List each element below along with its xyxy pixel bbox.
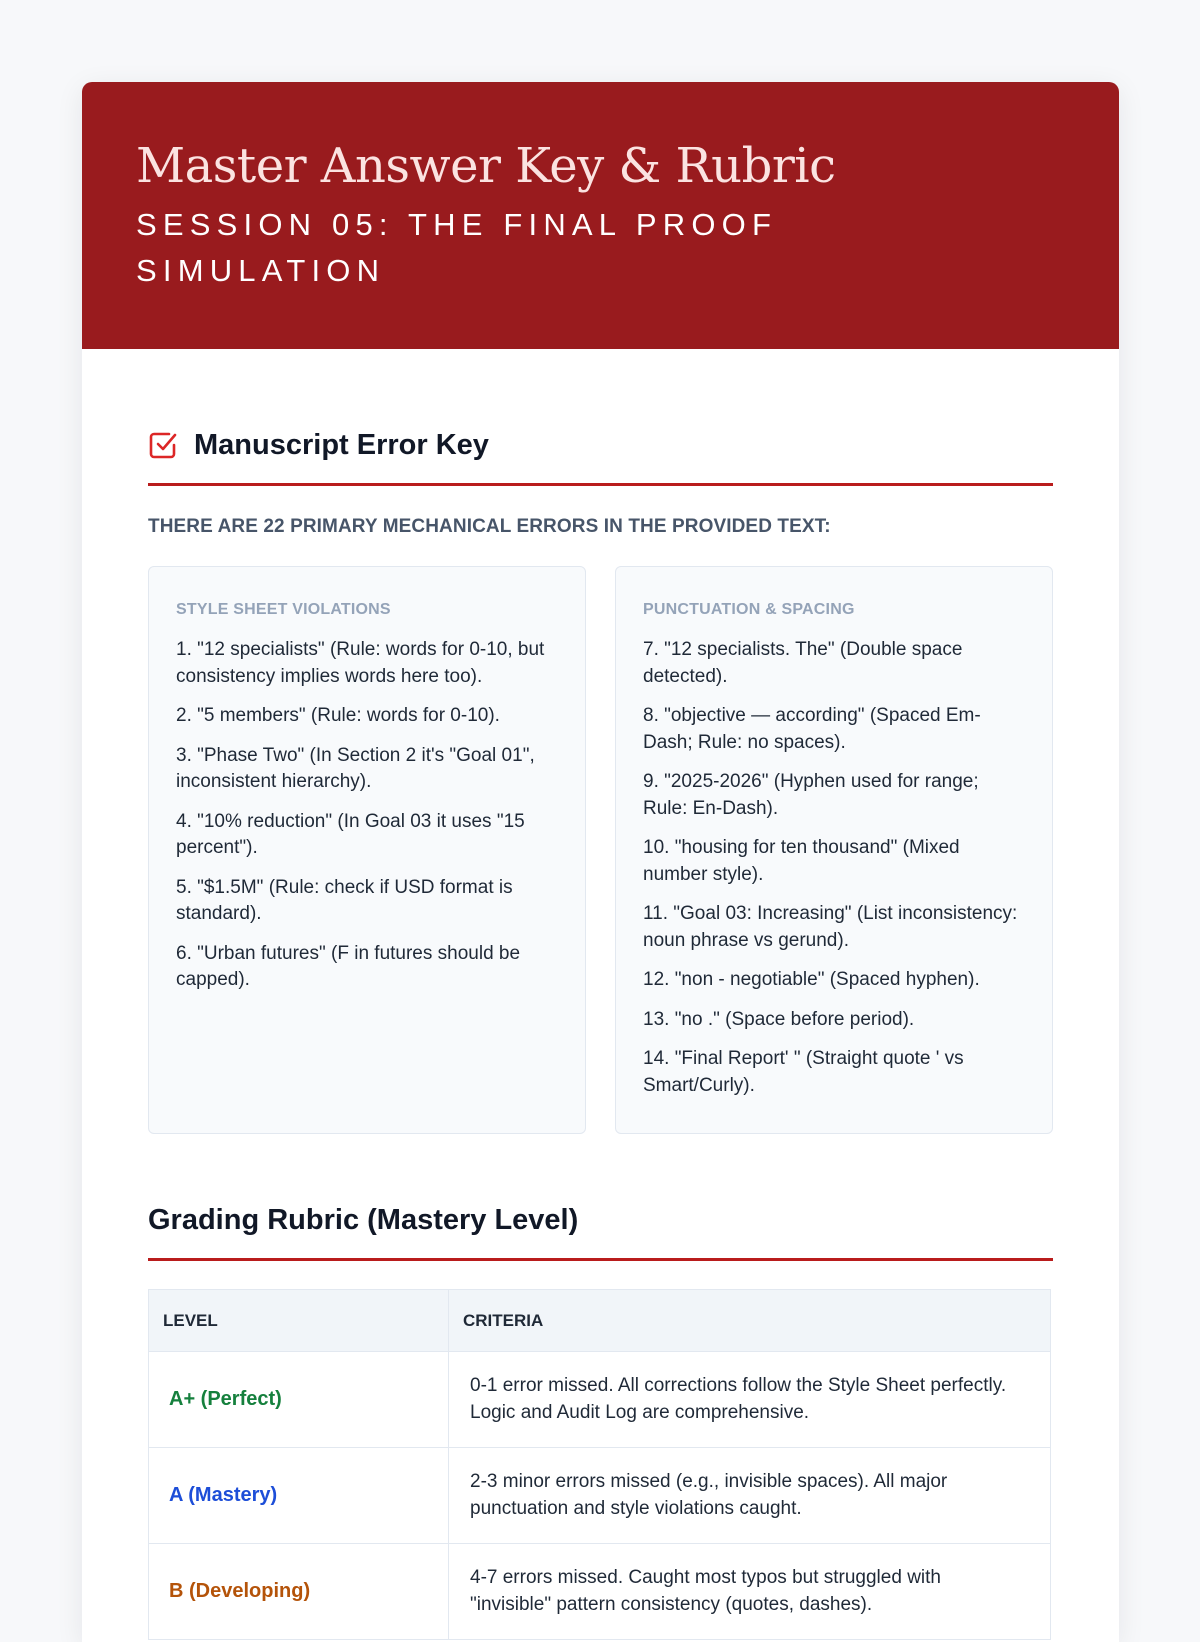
error-item: 3. "Phase Two" (In Section 2 it's "Goal 01", inconsistent hierarchy). <box>176 744 535 792</box>
main-content <box>82 415 1119 1640</box>
style-sheet-violations-panel <box>148 566 586 1134</box>
panel-title: PUNCTUATION & SPACING <box>643 601 855 618</box>
error-count-lead: THERE ARE 22 PRIMARY MECHANICAL ERRORS IN THE PROVIDED TEXT: <box>148 516 831 537</box>
punctuation-spacing-panel <box>615 566 1053 1134</box>
rubric-title: Grading Rubric (Mastery Level) <box>148 1203 579 1236</box>
error-item: 5. "$1.5M" (Rule: check if USD format is standard). <box>176 876 513 924</box>
grade-level: A+ (Perfect) <box>149 1352 449 1447</box>
error-item: 6. "Urban futures" (F in futures should be capped). <box>176 942 521 990</box>
table-row <box>149 1543 1050 1639</box>
section-divider <box>148 1258 1053 1261</box>
error-item: 10. "housing for ten thousand" (Mixed number style). <box>643 837 960 885</box>
section-divider <box>148 483 1053 486</box>
error-item: 12. "non - negotiable" (Spaced hyphen). <box>643 969 980 990</box>
table-row <box>149 1351 1050 1447</box>
error-key-title: Manuscript Error Key <box>194 428 489 461</box>
grade-criteria: 4-7 errors missed. Caught most typos but struggled with "invisible" pattern consistency (quotes, dashes). <box>470 1567 941 1615</box>
error-item: 13. "no ." (Space before period). <box>643 1008 915 1030</box>
error-columns <box>148 566 1053 1134</box>
table-header-row <box>149 1290 1050 1351</box>
error-item: 9. "2025-2026" (Hyphen used for range; Rule: En-Dash). <box>643 771 979 819</box>
error-item: 14. "Final Report' " (Straight quote ' vs Smart/Curly). <box>643 1048 964 1096</box>
checkbox-checked-icon <box>148 430 178 460</box>
column-header-level: LEVEL <box>149 1290 449 1351</box>
page-title: Master Answer Key & Rubric <box>136 138 836 194</box>
error-key-heading <box>148 415 1053 475</box>
error-item: 8. "objective — according" (Spaced Em-Dash; Rule: no spaces). <box>643 705 981 753</box>
grade-criteria: 0-1 error missed. All corrections follow the Style Sheet perfectly. Logic and Audit Log are comprehensive. <box>470 1375 1007 1423</box>
page-header <box>82 82 1119 349</box>
error-item: 7. "12 specialists. The" (Double space detected). <box>643 639 963 687</box>
rubric-table <box>148 1289 1051 1640</box>
page-subtitle: SESSION 05: THE FINAL PROOF SIMULATION <box>136 207 778 288</box>
grade-criteria: 2-3 minor errors missed (e.g., invisible spaces). All major punctuation and style violations caught. <box>470 1471 948 1519</box>
panel-title: STYLE SHEET VIOLATIONS <box>176 601 391 618</box>
column-header-criteria: CRITERIA <box>463 1310 544 1330</box>
error-item: 1. "12 specialists" (Rule: words for 0-10, but consistency implies words here too). <box>176 639 545 687</box>
table-row <box>149 1447 1050 1543</box>
error-item: 2. "5 members" (Rule: words for 0-10). <box>176 705 500 726</box>
answer-key-card <box>82 82 1119 1642</box>
grade-level: B (Developing) <box>149 1544 449 1639</box>
error-item: 4. "10% reduction" (In Goal 03 it uses "15 percent"). <box>176 810 525 858</box>
error-item: 11. "Goal 03: Increasing" (List inconsistency: noun phrase vs gerund). <box>643 903 1018 951</box>
grade-level: A (Mastery) <box>149 1448 449 1543</box>
rubric-heading <box>148 1190 1053 1250</box>
